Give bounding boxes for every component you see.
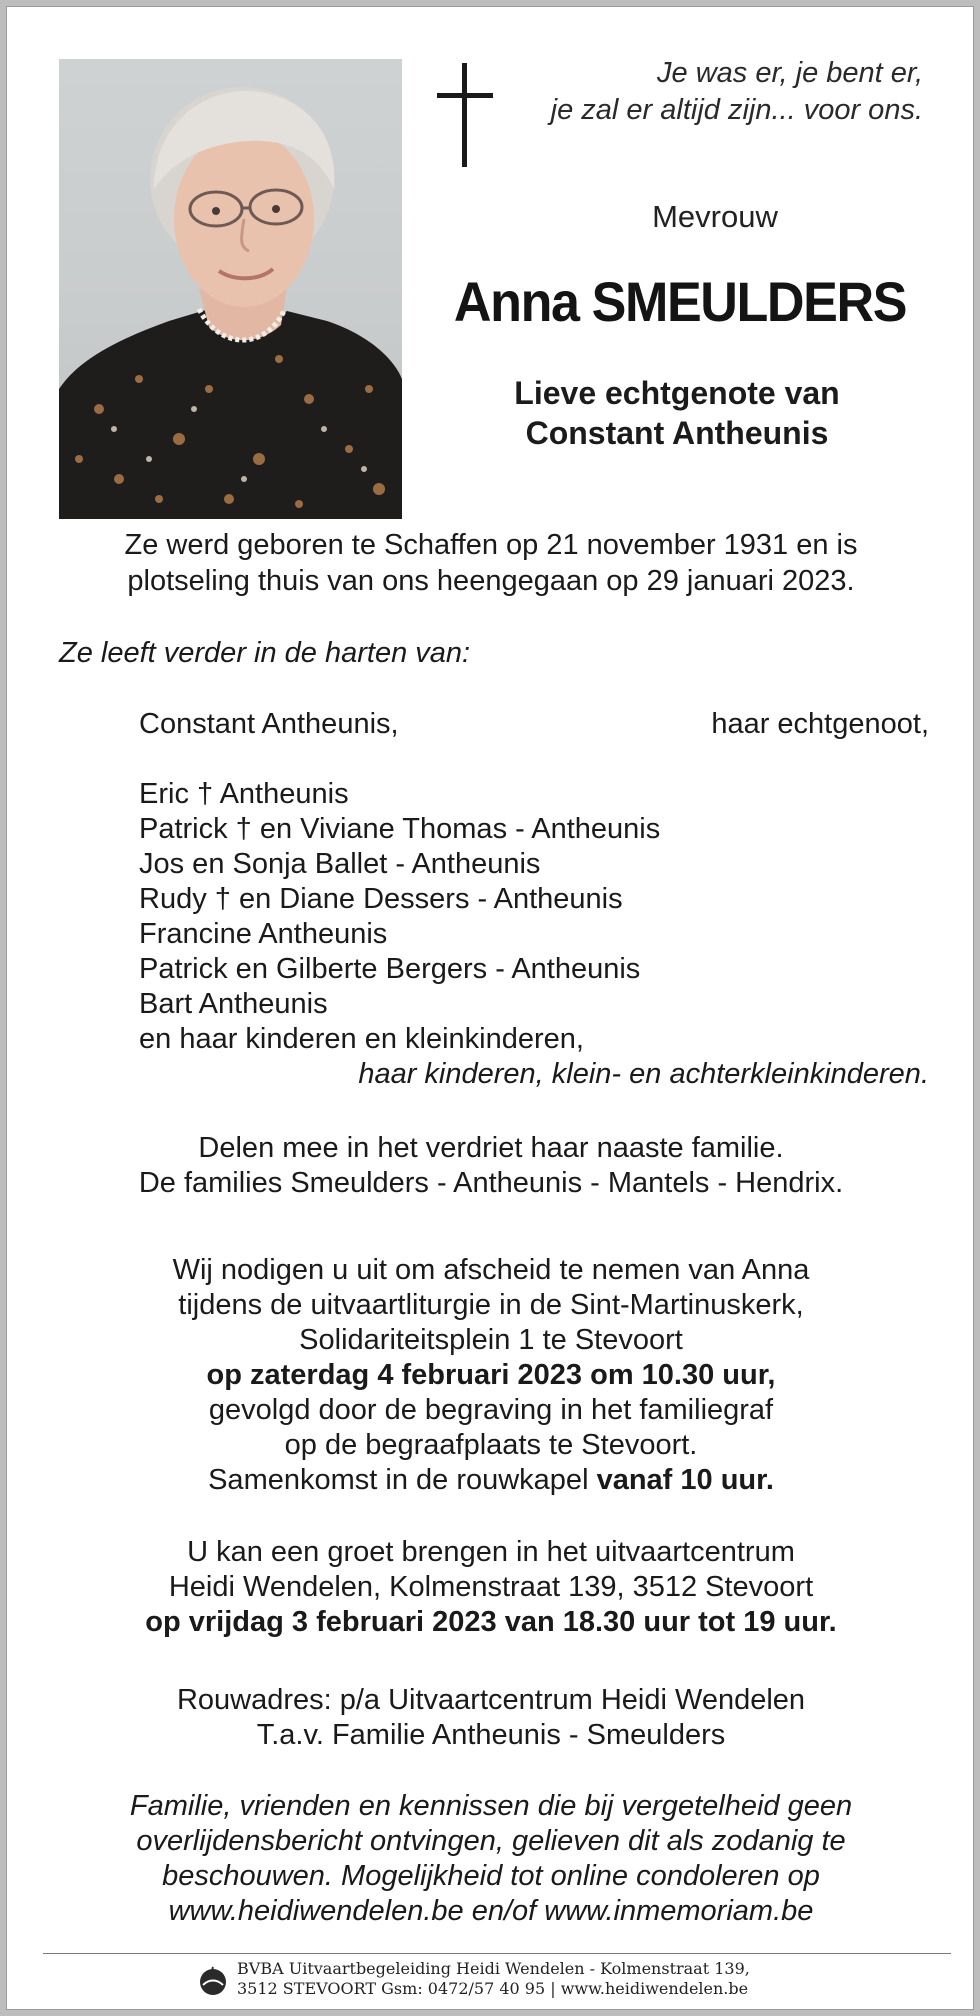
quote-line: je zal er altijd zijn... voor ons.: [550, 94, 923, 126]
notice-line: overlijdensbericht ontvingen, gelieven dit als zodanig te: [136, 1825, 846, 1857]
family-list: [139, 707, 929, 1092]
visit-date-text: op vrijdag 3 februari 2023 van 18.30 uur tot 19 uur.: [145, 1606, 837, 1638]
invite-line: op de begraafplaats te Stevoort.: [284, 1429, 698, 1461]
invite-line: Wij nodigen u uit om afscheid te nemen van Anna: [172, 1254, 810, 1286]
family-intro: Ze leeft verder in de harten van:: [59, 637, 471, 669]
deceased-name: Anna SMEULDERS: [453, 270, 907, 333]
footer-line: BVBA Uitvaartbegeleiding Heidi Wendelen - Kolmenstraat 139,: [237, 1959, 750, 1978]
visitation-info: [47, 1535, 935, 1640]
mourning-address: [47, 1683, 935, 1753]
spouse-heading-line: Lieve echtgenote van: [514, 375, 840, 411]
gathering-time: vanaf 10 uur.: [596, 1464, 774, 1496]
condolence-notice: [47, 1789, 935, 1929]
death-line: plotseling thuis van ons heengegaan op 29 januari 2023.: [127, 565, 855, 597]
list-item: Eric † Antheunis: [139, 778, 349, 810]
memorial-quote: [507, 55, 923, 129]
visit-date: [47, 1605, 935, 1640]
gathering-text: Samenkomst in de rouwkapel: [208, 1464, 589, 1496]
funeral-date: [47, 1358, 935, 1393]
birth-death-statement: [47, 527, 935, 599]
spouse-row: [139, 707, 929, 742]
funeral-date-text: op zaterdag 4 februari 2023 om 10.30 uur,: [206, 1359, 776, 1391]
list-item: Rudy † en Diane Dessers - Antheunis: [139, 883, 623, 915]
notice-line: beschouwen. Mogelijkheid tot online condoleren op: [162, 1860, 820, 1892]
funeral-invitation: [47, 1253, 935, 1498]
quote-line: Je was er, je bent er,: [657, 57, 923, 89]
spouse-name: Constant Antheunis,: [139, 708, 399, 740]
visit-line: Heidi Wendelen, Kolmenstraat 139, 3512 Stevoort: [168, 1571, 814, 1603]
list-item: Patrick en Gilberte Bergers - Antheunis: [139, 953, 641, 985]
invite-line: Solidariteitsplein 1 te Stevoort: [299, 1324, 683, 1356]
invite-line: tijdens de uitvaartliturgie in de Sint-Martinuskerk,: [178, 1289, 804, 1321]
birth-line: Ze werd geboren te Schaffen op 21 november 1931 en is: [124, 529, 858, 561]
funeral-home-logo-icon: [197, 1965, 229, 1997]
cross-icon: [435, 63, 495, 167]
salutation: Mevrouw: [652, 199, 778, 234]
spouse-relation: haar echtgenoot,: [711, 708, 929, 740]
portrait-illustration: [59, 59, 402, 519]
condolence-share: [47, 1131, 935, 1201]
spouse-heading: [467, 373, 887, 453]
address-line: Rouwadres: p/a Uitvaartcentrum Heidi Wendelen: [176, 1684, 806, 1716]
children-relation: haar kinderen, klein- en achterkleinkinderen.: [358, 1058, 929, 1090]
footer-line: 3512 STEVOORT Gsm: 0472/57 40 95 | www.heidiwendelen.be: [237, 1979, 749, 1998]
list-item: en haar kinderen en kleinkinderen,: [139, 1023, 584, 1055]
funeral-home-footer: [237, 1959, 797, 1999]
share-line: De families Smeulders - Antheunis - Mantels - Hendrix.: [138, 1167, 844, 1199]
notice-line: www.heidiwendelen.be en/of www.inmemoriam.be: [168, 1895, 814, 1927]
invite-line: gevolgd door de begraving in het familiegraf: [208, 1394, 774, 1426]
list-item: Patrick † en Viviane Thomas - Antheunis: [139, 813, 661, 845]
address-line: T.a.v. Familie Antheunis - Smeulders: [256, 1719, 726, 1751]
list-item: Jos en Sonja Ballet - Antheunis: [139, 848, 541, 880]
footer-divider: [43, 1953, 951, 1954]
list-item: Bart Antheunis: [139, 988, 328, 1020]
notice-line: Familie, vrienden en kennissen die bij vergetelheid geen: [129, 1790, 853, 1822]
share-line: Delen mee in het verdriet haar naaste familie.: [198, 1132, 784, 1164]
visit-line: U kan een groet brengen in het uitvaartcentrum: [187, 1536, 795, 1568]
list-item: Francine Antheunis: [139, 918, 388, 950]
obituary-card: [6, 6, 974, 2010]
spouse-heading-line: Constant Antheunis: [525, 415, 829, 451]
gathering-line: [47, 1463, 935, 1498]
portrait-photo: [59, 59, 402, 519]
